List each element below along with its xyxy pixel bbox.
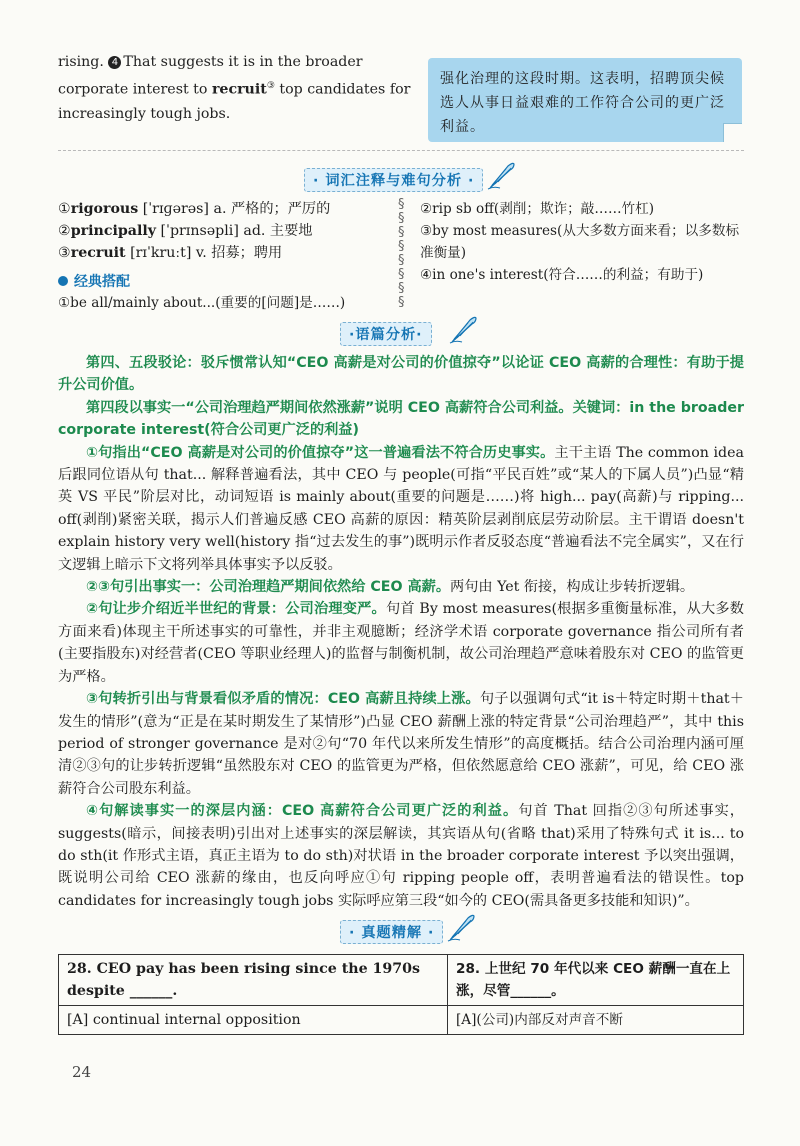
discourse-banner: ·语篇分析·: [340, 322, 432, 346]
question-table: [58, 954, 744, 1035]
bullet-icon: [58, 276, 68, 286]
quill-pen-icon: [446, 912, 476, 942]
vocab-banner: · 词汇注释与难句分析 ·: [304, 168, 483, 192]
question-en: 28. CEO pay has been rising since the 1970s despite ______.: [59, 955, 448, 1006]
keyword-recruit: recruit: [211, 81, 267, 98]
quill-pen-icon: [448, 314, 478, 344]
column-separator: § § § § § § § §: [398, 197, 405, 310]
article-excerpt: rising. 4 That suggests it is in the broader corporate interest to recruit③ top candidates for increasingly tough jobs.: [58, 54, 411, 122]
page-number: 24: [72, 1063, 92, 1081]
collocation-heading: 经典搭配: [58, 271, 130, 291]
quill-pen-icon: [486, 160, 516, 190]
vocab-item: ①rigorous [ˈrɪɡərəs] a. 严格的；严厉的: [58, 201, 331, 217]
sentence-number-4: 4: [108, 56, 121, 69]
vocab-item: ②rip sb off(剥削；欺诈；敲……竹杠): [420, 201, 655, 217]
vocab-item: ③recruit [rɪˈkruːt] v. 招募；聘用: [58, 245, 283, 261]
option-a-en: [A] continual internal opposition: [59, 1006, 448, 1035]
vocab-item: ③by most measures(从大多数方面来看；以多数标准衡量): [420, 223, 740, 261]
translation-box: 强化治理的这段时期。这表明，招聘顶尖候选人从事日益艰难的工作符合公司的更广泛利益。: [428, 58, 742, 142]
vocab-list-right: [420, 198, 744, 286]
option-a-zh: [A](公司)内部反对声音不断: [448, 1006, 744, 1035]
collocation-item: ①be all/mainly about...(重要的[问题]是……): [58, 295, 346, 311]
exam-banner: · 真题精解 ·: [340, 920, 443, 944]
vocab-list-left: [58, 198, 398, 264]
question-zh: 28. 上世纪 70 年代以来 CEO 薪酬一直在上涨，尽管______。: [448, 955, 744, 1006]
divider: [58, 150, 744, 151]
paragraph: 第四、五段驳论：驳斥惯常认知“CEO 高薪是对公司的价值掠夺”以论证 CEO 高薪的合理性：有助于提升公司价值。 第四段以事实一“公司治理趋严期间依然涨薪”说明 CEO 高薪符合公司利益。关键词：in the broader corporate interest(符合公司更广泛的利益) ①句指出“CEO 高薪是对公司的价值掠夺”这一普遍看法不符合历史事实。主干主语 The common idea 后跟同位语从句 that... 解释普遍看法，其中 CEO 与 people(可指“平民百姓”或“某人的下属人员”)凸显“精英 VS 平民”阶层对比，动词短语 is mainly about(重要的问题是……)将 high... pay(高薪)与 ripping... off(剥削)紧密关联，揭示人们普遍反感 CEO 高薪的原因：精英阶层剥削底层劳动阶层。主干谓语 doesn't explain history very well(history 指“过去发生的事”)既明示作者反驳态度“普遍看法不完全属实”，又在行文逻辑上暗示下文将列举具体事实予以反驳。 ②③句引出事实一：公司治理趋严期间依然给 CEO 高薪。两句由 Yet 衔接，构成让步转折逻辑。 ②句让步介绍近半世纪的背景：公司治理变严。句首 By most measures(根据多重衡量标准，从大多数方面来看)体现主干所述事实的可靠性，并非主观臆断；经济学术语 corporate governance 指公司所有者(主要指股东)对经营者(CEO 等职业经理人)的监督与制衡机制，故公司治理趋严意味着股东对 CEO 的监管更为严格。 ③句转折引出与背景看似矛盾的情况：CEO 高薪且持续上涨。句子以强调句式“it is＋特定时期＋that＋发生的情形”(意为“正是在某时期发生了某情形”)凸显 CEO 薪酬上涨的特定背景“公司治理趋严”，其中 this period of stronger governance 是对②句“70 年代以来所发生情形”的高度概括。结合公司治理内涵可厘清②③句的让步转折逻辑“虽然股东对 CEO 的监管更为严格，但依然愿意给 CEO 涨薪”，可见，给 CEO 涨薪符合公司股东利益。 ④句解读事实一的深层内涵：CEO 高薪符合公司更广泛的利益。句首 That 回指②③句所述事实，suggests(暗示，间接表明)引出对上述事实的深层解读，其宾语从句(省略 that)采用了特殊句式 it is... to do sth(it 作形式主语，真正主语为 to do sth)对状语 in the broader corporate interest 予以突出强调，既说明公司给 CEO 涨薪的缘由，也反向呼应①句 ripping people off，表明普遍看法的错误性。top candidates for increasingly tough jobs 实际呼应第三段“如今的 CEO(需具备更多技能和知识)”。: [58, 355, 744, 909]
vocab-item: ④in one's interest(符合……的利益；有助于): [420, 267, 704, 283]
vocab-item: ②principally [ˈprɪnsəpli] ad. 主要地: [58, 223, 313, 239]
